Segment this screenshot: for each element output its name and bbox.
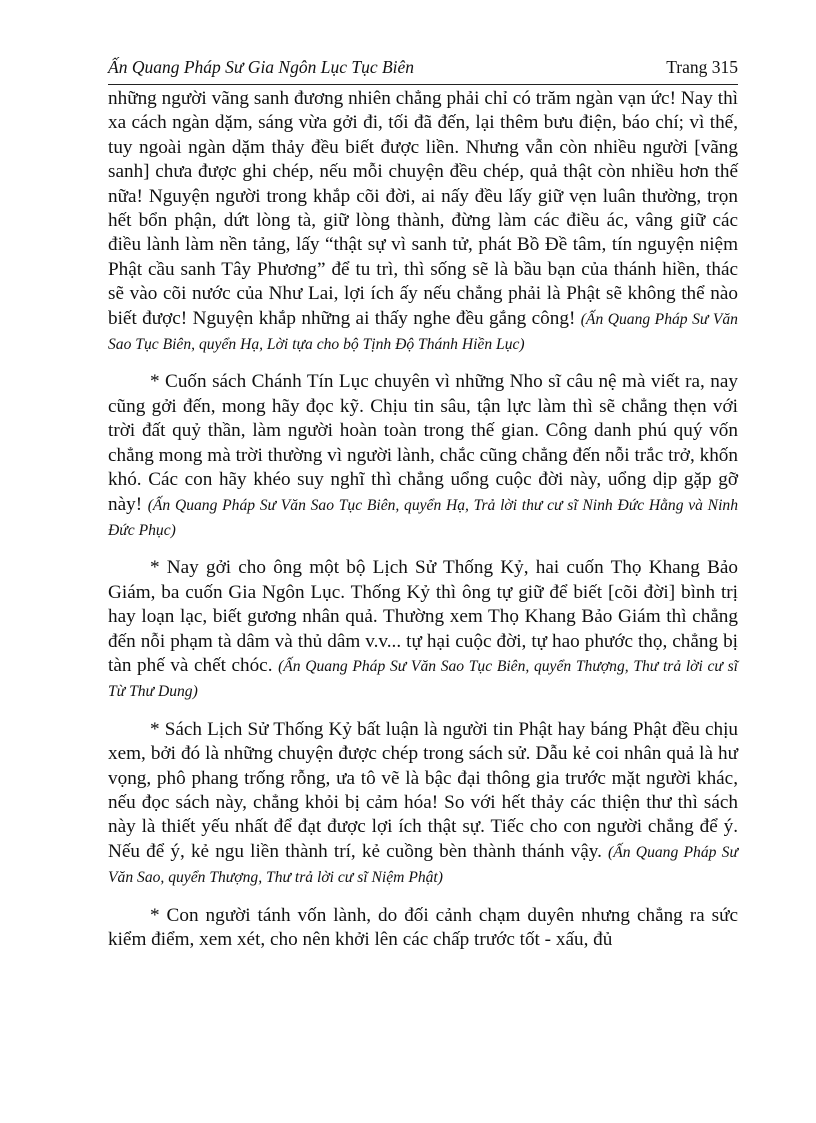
- running-header: [108, 57, 738, 83]
- citation: (Ấn Quang Pháp Sư Văn Sao Tục Biên, quyển Hạ, Lời tựa cho bộ Tịnh Độ Thánh Hiền Lục): [108, 310, 738, 354]
- paragraph-text: * Con người tánh vốn lành, do đối cảnh chạm duyên nhưng chẳng ra sức kiểm điểm, xem xét, cho nên khởi lên các chấp trước tốt - xấu, đủ: [108, 904, 738, 950]
- book-title: Ấn Quang Pháp Sư Gia Ngôn Lục Tục Biên: [108, 57, 415, 77]
- paragraph-text: * Nay gởi cho ông một bộ Lịch Sử Thống Kỷ, hai cuốn Thọ Khang Bảo Giám, ba cuốn Gia Ngôn Lục. Thống Kỷ thì ông tự giữ để biết [cõi đời] bình trị hay loạn lạc, biết gương nhân quả. Thường xem Thọ Khang Bảo Giám thì chẳng đến nỗi phạm tà dâm và thủ dâm v.v... tự hại cuộc đời, tự hao phước thọ, chẳng bị tàn phế và chết chóc.: [108, 557, 738, 676]
- paragraph: [108, 718, 738, 891]
- citation: (Ấn Quang Pháp Sư Văn Sao Tục Biên, quyển Thượng, Thư trả lời cư sĩ Từ Thư Dung): [108, 657, 738, 701]
- paragraph-text: những người vãng sanh đương nhiên chẳng phải chỉ có trăm ngàn vạn ức! Nay thì xa cách ngàn dặm, sáng vừa gởi đi, tối đã đến, lại thêm bưu điện, báo chí; vì thế, tuy ngoài ngàn dặm thảy đều biết được liền. Nhưng vẫn còn nhiều người [vãng sanh] chưa được ghi chép, nếu mỗi chuyện đều chép, quả thật còn nhiều hơn thế nữa! Nguyện người trong khắp cõi đời, ai nấy đều lấy giữ vẹn luân thường, trọn hết bổn phận, dứt lòng tà, giữ lòng thành, đừng làm các điều ác, vâng giữ các điều lành làm nền tảng, lấy “thật sự vì sanh tử, phát Bồ Đề tâm, tín nguyện niệm Phật cầu sanh Tây Phương” để tu trì, thì sống sẽ là bầu bạn của thánh hiền, thác sẽ vào cõi nước của Như Lai, lợi ích ấy nếu chẳng phải là Phật sẽ không thể nào biết được! Nguyện khắp những ai thấy nghe đều gắng công!: [108, 88, 738, 329]
- page-number: Trang 315: [666, 57, 738, 77]
- paragraph-text: * Cuốn sách Chánh Tín Lục chuyên vì những Nho sĩ câu nệ mà viết ra, nay cũng gởi đến, mong hãy đọc kỹ. Chịu tin sâu, tận lực làm thì sẽ chẳng thẹn với trời đất quỷ thần, làm người hoàn toàn trong thế gian. Công danh phú quý vốn chẳng mong mà trời thường vì người lành, chắc cũng chẳng đến nỗi trắc trở, khốn khó. Các con hãy khéo suy nghĩ thì chẳng uổng cuộc đời này, uổng dịp gặp gỡ này!: [108, 371, 738, 515]
- citation: (Ấn Quang Pháp Sư Văn Sao Tục Biên, quyển Hạ, Trả lời thư cư sĩ Ninh Đức Hằng và Ninh Đức Phục): [108, 496, 739, 539]
- paragraph: [108, 904, 738, 954]
- paragraph-text: * Sách Lịch Sử Thống Kỷ bất luận là người tin Phật hay báng Phật đều chịu xem, bởi đó là những chuyện được chép trong sách sử. Dẫu kẻ coi nhân quả là hư vọng, phô phang trống rỗng, ưa tô vẽ là bậc đại thông gia trước mặt người khác, nếu đọc sách này, chẳng khỏi bị cảm hóa! So với hết thảy các thiện thư thì sách này là thiết yếu nhất để đạt được lợi ích thật sự. Tiếc cho con người chẳng để ý. Nếu để ý, kẻ ngu liền thành trí, kẻ cuồng bèn thành thánh vậy.: [108, 718, 738, 862]
- paragraph: [108, 370, 738, 543]
- paragraph-continued: [108, 87, 738, 357]
- citation: (Ấn Quang Pháp Sư Văn Sao, quyển Thượng, Thư trả lời cư sĩ Niệm Phật): [108, 843, 738, 887]
- page-body: [108, 87, 738, 953]
- header-rule: [108, 84, 738, 85]
- paragraph: [108, 556, 738, 704]
